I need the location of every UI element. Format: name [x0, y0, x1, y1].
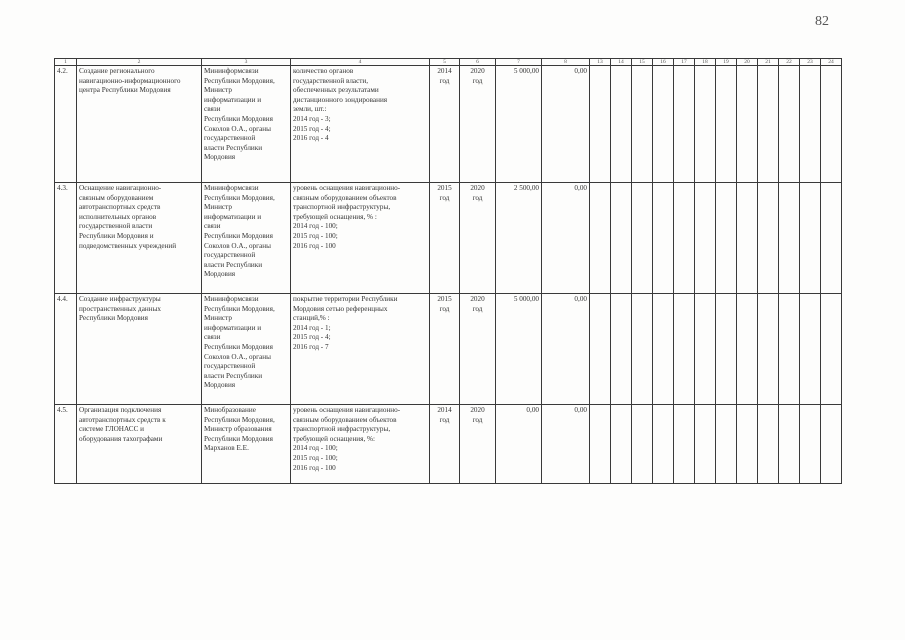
program-table — [54, 58, 842, 484]
column-number: 5 — [430, 59, 460, 66]
empty-cell — [632, 66, 653, 183]
column-number: 3 — [202, 59, 291, 66]
empty-cell — [800, 405, 821, 484]
column-number-row — [55, 59, 842, 66]
item-number: 4.2. — [55, 66, 77, 183]
activity-name: Организация подключения автотранспортных средств к системе ГЛОНАСС и оборудования тахографами — [77, 405, 202, 484]
column-number: 24 — [821, 59, 842, 66]
target-indicator: количество органов государственной власти, обеспеченных результатами дистанционного зондирования земли, шт.: 2014 год - 3; 2015 год - 4; 2016 год - 4 — [291, 66, 430, 183]
empty-cell — [611, 405, 632, 484]
empty-cell — [632, 183, 653, 294]
funding-amount: 5 000,00 — [496, 66, 542, 183]
funding-amount-secondary: 0,00 — [542, 405, 590, 484]
empty-cell — [653, 183, 674, 294]
empty-cell — [716, 183, 737, 294]
responsible-executor: Минобразование Республики Мордовия, Министр образования Республики Мордовия Марханов Е.Е. — [202, 405, 291, 484]
empty-cell — [653, 66, 674, 183]
empty-cell — [758, 294, 779, 405]
start-year: 2015 год — [430, 294, 460, 405]
empty-cell — [716, 405, 737, 484]
empty-cell — [821, 405, 842, 484]
empty-cell — [800, 183, 821, 294]
empty-cell — [695, 405, 716, 484]
activity-name: Оснащение навигационно- связным оборудованием автотранспортных средств исполнительных органов государственной власти Республики Мордовия и подведомственных учреждений — [77, 183, 202, 294]
column-number: 13 — [590, 59, 611, 66]
column-number: 18 — [695, 59, 716, 66]
empty-cell — [821, 183, 842, 294]
funding-amount-secondary: 0,00 — [542, 66, 590, 183]
column-number: 19 — [716, 59, 737, 66]
empty-cell — [737, 66, 758, 183]
end-year: 2020 год — [460, 183, 496, 294]
target-indicator: уровень оснащения навигационно- связным оборудованием объектов транспортной инфраструктуры, требующей оснащения, %: 2014 год - 100; 2015 год - 100; 2016 год - 100 — [291, 405, 430, 484]
empty-cell — [758, 183, 779, 294]
empty-cell — [590, 405, 611, 484]
funding-amount: 2 500,00 — [496, 183, 542, 294]
column-number: 15 — [632, 59, 653, 66]
column-number: 6 — [460, 59, 496, 66]
empty-cell — [779, 183, 800, 294]
funding-amount-secondary: 0,00 — [542, 183, 590, 294]
column-number: 8 — [542, 59, 590, 66]
empty-cell — [695, 66, 716, 183]
activity-name: Создание инфраструктуры пространственных данных Республики Мордовия — [77, 294, 202, 405]
empty-cell — [653, 405, 674, 484]
empty-cell — [737, 405, 758, 484]
empty-cell — [674, 405, 695, 484]
empty-cell — [779, 405, 800, 484]
empty-cell — [758, 66, 779, 183]
column-number: 17 — [674, 59, 695, 66]
empty-cell — [611, 183, 632, 294]
column-number: 7 — [496, 59, 542, 66]
empty-cell — [653, 294, 674, 405]
empty-cell — [758, 405, 779, 484]
empty-cell — [737, 183, 758, 294]
empty-cell — [674, 183, 695, 294]
column-number: 2 — [77, 59, 202, 66]
empty-cell — [590, 183, 611, 294]
empty-cell — [800, 294, 821, 405]
funding-amount: 0,00 — [496, 405, 542, 484]
funding-amount-secondary: 0,00 — [542, 294, 590, 405]
empty-cell — [611, 66, 632, 183]
empty-cell — [674, 66, 695, 183]
empty-cell — [611, 294, 632, 405]
empty-cell — [737, 294, 758, 405]
empty-cell — [632, 294, 653, 405]
responsible-executor: Мининформсвязи Республики Мордовия, Министр информатизации и связи Республики Мордовия Соколов О.А., органы государственной власти Республики Мордовия — [202, 66, 291, 183]
empty-cell — [674, 294, 695, 405]
table-row — [55, 294, 842, 405]
column-number: 23 — [800, 59, 821, 66]
target-indicator: покрытие территории Республики Мордовия сетью референцных станций,% : 2014 год - 1; 2015 год - 4; 2016 год - 7 — [291, 294, 430, 405]
empty-cell — [779, 66, 800, 183]
funding-amount: 5 000,00 — [496, 294, 542, 405]
column-number: 4 — [291, 59, 430, 66]
page-number: 82 — [815, 14, 829, 29]
table-row — [55, 183, 842, 294]
start-year: 2014 год — [430, 66, 460, 183]
end-year: 2020 год — [460, 405, 496, 484]
end-year: 2020 год — [460, 66, 496, 183]
empty-cell — [632, 405, 653, 484]
column-number: 1 — [55, 59, 77, 66]
empty-cell — [716, 66, 737, 183]
responsible-executor: Мининформсвязи Республики Мордовия, Министр информатизации и связи Республики Мордовия Соколов О.А., органы государственной власти Республики Мордовия — [202, 183, 291, 294]
empty-cell — [821, 294, 842, 405]
column-number: 20 — [737, 59, 758, 66]
item-number: 4.4. — [55, 294, 77, 405]
start-year: 2015 год — [430, 183, 460, 294]
empty-cell — [821, 66, 842, 183]
table-row — [55, 405, 842, 484]
empty-cell — [590, 66, 611, 183]
empty-cell — [716, 294, 737, 405]
empty-cell — [590, 294, 611, 405]
target-indicator: уровень оснащения навигационно- связным оборудованием объектов транспортной инфраструктуры, требующей оснащения, % : 2014 год - 100; 2015 год - 100; 2016 год - 100 — [291, 183, 430, 294]
column-number: 21 — [758, 59, 779, 66]
activity-name: Создание регионального навигационно-информационного центра Республики Мордовия — [77, 66, 202, 183]
item-number: 4.3. — [55, 183, 77, 294]
end-year: 2020 год — [460, 294, 496, 405]
responsible-executor: Мининформсвязи Республики Мордовия, Министр информатизации и связи Республики Мордовия Соколов О.А., органы государственной власти Республики Мордовия — [202, 294, 291, 405]
column-number: 14 — [611, 59, 632, 66]
empty-cell — [779, 294, 800, 405]
item-number: 4.5. — [55, 405, 77, 484]
column-number: 22 — [779, 59, 800, 66]
table-row — [55, 66, 842, 183]
empty-cell — [695, 294, 716, 405]
column-number: 16 — [653, 59, 674, 66]
start-year: 2014 год — [430, 405, 460, 484]
empty-cell — [800, 66, 821, 183]
empty-cell — [695, 183, 716, 294]
